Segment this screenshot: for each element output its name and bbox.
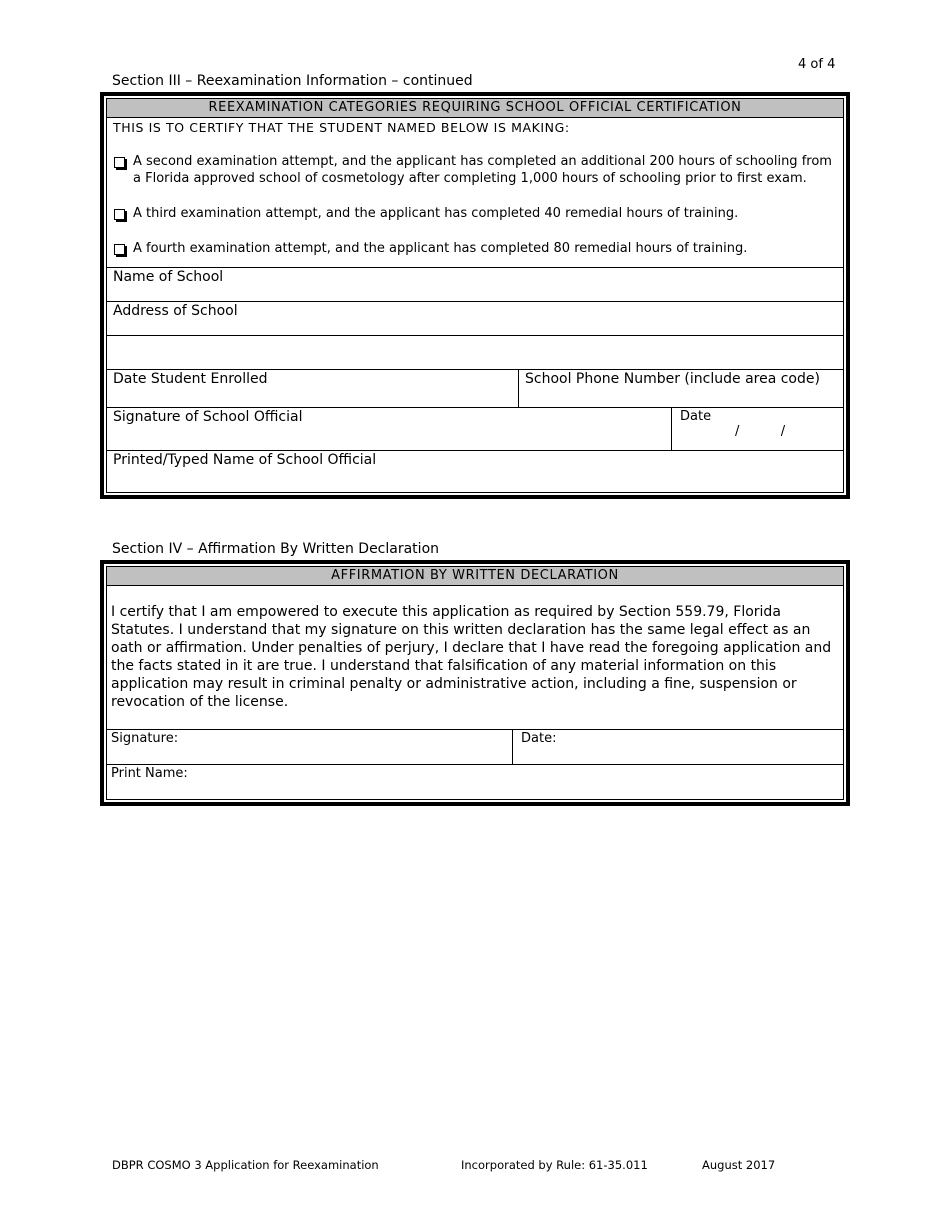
- certification-header: REEXAMINATION CATEGORIES REQUIRING SCHOOL OFFICIAL CERTIFICATION: [107, 99, 843, 118]
- official-signature-field[interactable]: [107, 408, 671, 450]
- affirmation-date-label: Date:: [521, 731, 557, 746]
- reexamination-certification-box: [100, 92, 850, 499]
- certification-statement: [107, 118, 843, 267]
- date-enrolled-field[interactable]: [107, 370, 518, 407]
- option-fourth-attempt-text: A fourth examination attempt, and the applicant has completed 80 remedial hours of training.: [133, 241, 748, 256]
- section-4-title: Section IV – Affirmation By Written Declaration: [112, 541, 440, 557]
- option-third-attempt-text: A third examination attempt, and the applicant has completed 40 remedial hours of training.: [133, 206, 739, 221]
- official-name-label: Printed/Typed Name of School Official: [113, 452, 377, 468]
- enrollment-phone-row: [107, 369, 843, 407]
- school-address-label: Address of School: [113, 303, 238, 319]
- school-address-field[interactable]: [107, 302, 843, 335]
- checkbox-third-attempt[interactable]: [114, 209, 125, 220]
- certification-lead: THIS IS TO CERTIFY THAT THE STUDENT NAMED BELOW IS MAKING:: [113, 120, 570, 135]
- page-number: 4 of 4: [798, 57, 836, 72]
- official-name-field[interactable]: [107, 451, 843, 492]
- school-address-line-2: [107, 335, 843, 369]
- section-3-title: Section III – Reexamination Information – continued: [112, 73, 473, 89]
- official-date-slashes: / /: [735, 424, 786, 439]
- signature-field[interactable]: [107, 730, 512, 764]
- footer-date: August 2017: [702, 1158, 776, 1172]
- print-name-label: Print Name:: [111, 766, 188, 781]
- official-date-label: Date: [680, 409, 712, 424]
- date-enrolled-label: Date Student Enrolled: [113, 371, 268, 387]
- option-second-attempt: [113, 153, 837, 187]
- checkbox-fourth-attempt[interactable]: [114, 244, 125, 255]
- school-name-label: Name of School: [113, 269, 224, 285]
- checkbox-second-attempt[interactable]: [114, 157, 125, 168]
- school-address-row: [107, 301, 843, 335]
- school-phone-field[interactable]: [518, 370, 843, 407]
- official-signature-label: Signature of School Official: [113, 409, 303, 425]
- option-third-attempt: [113, 205, 837, 222]
- option-second-attempt-text: A second examination attempt, and the applicant has completed an additional 200 hours of schooling from a Florida approved school of cosmetology after completing 1,000 hours of schooling prior to first exam.: [133, 154, 832, 186]
- affirmation-text: I certify that I am empowered to execute this application as required by Section 559.79, Florida Statutes. I understand that my signature on this written declaration has the same legal effect as an oath or affirmation. Under penalties of perjury, I declare that I have read the foregoing application and the facts stated in it are true. I understand that falsification of any material information on this application may result in criminal penalty or administrative action, including a fine, suspension or revocation of the license.: [111, 604, 832, 710]
- official-date-field[interactable]: [671, 408, 843, 450]
- footer-rule: Incorporated by Rule: 61-35.011: [461, 1158, 648, 1172]
- print-name-row: [107, 764, 843, 799]
- school-address-field-2[interactable]: [107, 336, 843, 369]
- school-phone-label: School Phone Number (include area code): [525, 371, 820, 387]
- school-name-row: [107, 267, 843, 301]
- option-fourth-attempt: [113, 240, 837, 257]
- official-name-row: [107, 450, 843, 492]
- signature-date-row: [107, 729, 843, 764]
- signature-label: Signature:: [111, 731, 179, 746]
- affirmation-date-field[interactable]: [512, 730, 843, 764]
- affirmation-box: [100, 560, 850, 806]
- school-name-field[interactable]: [107, 268, 843, 301]
- print-name-field[interactable]: [107, 765, 843, 799]
- affirmation-header: AFFIRMATION BY WRITTEN DECLARATION: [107, 567, 843, 586]
- footer-form-name: DBPR COSMO 3 Application for Reexamination: [112, 1158, 379, 1172]
- official-signature-row: [107, 407, 843, 450]
